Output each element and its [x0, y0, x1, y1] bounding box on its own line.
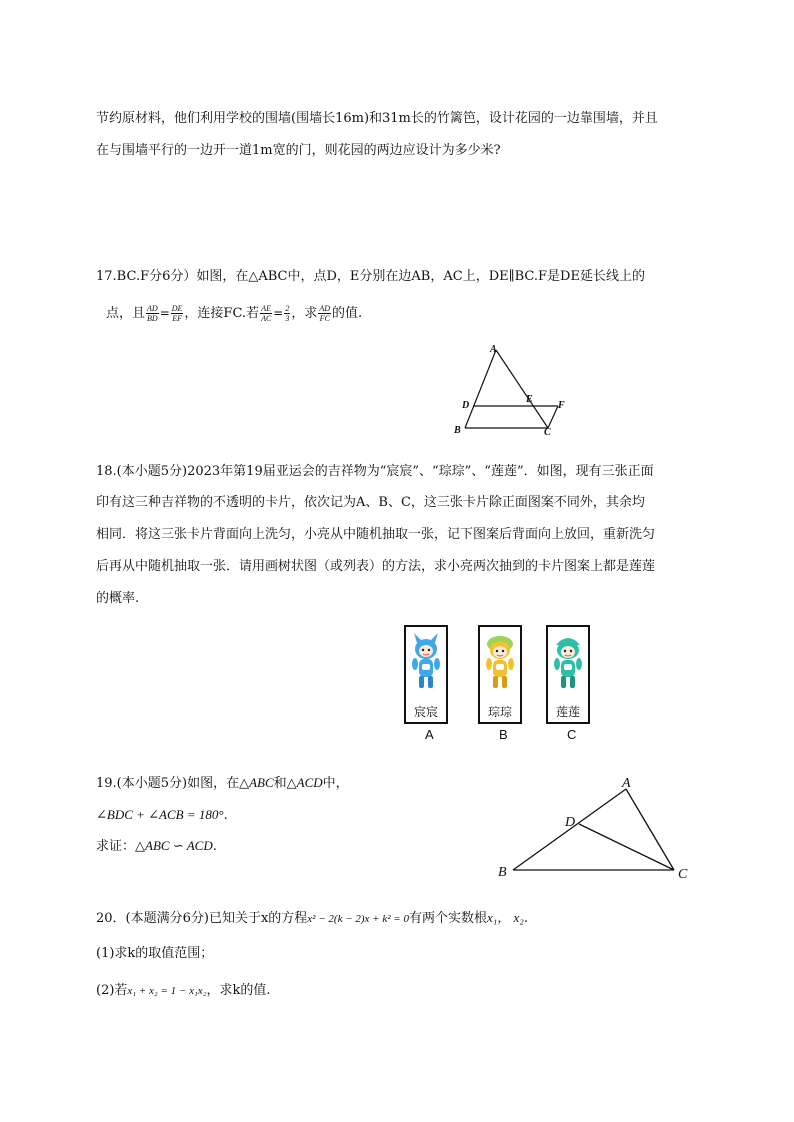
q17-text-c: ，求 — [291, 306, 318, 321]
label-B: B — [498, 865, 507, 880]
label-A: A — [622, 776, 631, 791]
q20-part2-a: (2)若 — [96, 983, 128, 998]
mascot-card-c — [546, 625, 590, 724]
mascot-name-lianlian: 莲莲 — [555, 705, 580, 719]
q18-text-line4: 后再从中随机抽取一张．请用画树状图（或列表）的方法，求小亮两次抽到的卡片图案上都是莲莲 — [96, 559, 656, 574]
q18-text-line3: 相同．将这三张卡片背面向上洗匀，小亮从中随机抽取一张，记下图案后背面向上放回，重新洗匀 — [96, 527, 656, 542]
q19-text-a: 19.(本小题5分)如图，在 — [96, 776, 240, 791]
angle-equation: ∠BDC + ∠ACB = 180° — [96, 807, 224, 822]
q20-part2-b: ，求k的值. — [206, 983, 271, 998]
fraction-ae-ac: $\frac{AE}{AC}$ — [261, 304, 272, 323]
q20-text-b: 有两个实数根 — [408, 911, 487, 926]
period: . — [223, 808, 228, 823]
q20-part2 — [96, 982, 271, 1000]
q18-text-line2: 印有这三种吉祥物的不透明的卡片，依次记为A、B、C，这三张卡片除正面图案不同外，其余均 — [96, 495, 645, 510]
mascot-card-a — [404, 625, 448, 724]
fraction-ad-fc: $\frac{AD}{FC}$ — [319, 304, 331, 323]
label-C: C — [544, 427, 551, 438]
q20-part1: (1)求k的取值范围； — [96, 946, 214, 961]
label-D: D — [565, 815, 576, 830]
quadratic-equation: x² − 2(k − 2)x + k² = 0 — [307, 913, 409, 925]
q16-text-line2: 在与围墙平行的一边开一道1m宽的门，则花园的两边应设计为多少米? — [96, 143, 501, 158]
prove-label: 求证： — [96, 839, 136, 854]
q17-triangle-figure — [440, 340, 580, 440]
q17-text-line1: 17.BC.F分6分）如图，在△ABC中，点D，E分别在边AB，AC上，DE∥BC.F是DE延长线上的 — [96, 269, 645, 284]
card-letter-a: A — [425, 727, 434, 742]
q16-text-line1: 节约原材料，他们利用学校的围墙(围墙长16m)和31m长的竹篱笆，设计花园的一边靠围墙，并且 — [96, 111, 658, 126]
mascot-card-b — [478, 625, 522, 724]
mascot-name-chenchen: 宸宸 — [413, 705, 438, 719]
q17-text-d: 的值. — [332, 306, 363, 321]
q19-text-c: 中， — [322, 776, 349, 791]
q20-text-line1 — [96, 909, 528, 928]
q17-text-a: 点，且 — [106, 306, 146, 321]
mascot-congcong-image — [482, 631, 518, 697]
q17-text-b: ，连接FC.若 — [184, 306, 260, 321]
fraction-de-ef: $\frac{DE}{EF}$ — [171, 304, 183, 323]
equals-sign-2: = — [273, 306, 284, 320]
fraction-2-3: $\frac{2}{3}$ — [285, 304, 290, 323]
q19-text-line1 — [96, 774, 349, 793]
label-C: C — [678, 867, 688, 882]
label-E: E — [526, 394, 533, 405]
equals-sign: = — [159, 306, 170, 320]
q17-text-line2 — [106, 304, 362, 323]
q18-text-line1: 18.(本小题5分)2023年第19届亚运会的吉祥物为“宸宸”、“琮琮”、“莲莲”．如图，现有三张正面 — [96, 464, 654, 479]
card-letter-b: B — [499, 727, 508, 742]
period-3: . — [523, 911, 528, 926]
q19-text-line3 — [96, 837, 217, 856]
q19-triangle-figure — [494, 774, 704, 886]
q19-text-b: 和 — [273, 776, 287, 791]
label-B: B — [454, 425, 461, 436]
fraction-ad-bd: $\frac{AD}{BD}$ — [147, 304, 158, 323]
q19-text-line2 — [96, 806, 228, 825]
similarity-statement: △ABC ∽ ACD — [135, 838, 213, 853]
triangle-abc: △ABC — [239, 775, 274, 790]
label-D: D — [462, 400, 470, 411]
card-letter-c: C — [567, 727, 577, 742]
mascot-chenchen-image — [408, 631, 444, 697]
label-A: A — [490, 344, 497, 355]
label-F: F — [558, 400, 565, 411]
q18-text-line5: 的概率. — [96, 591, 140, 606]
period-2: . — [212, 839, 217, 854]
roots-x1-x2: x₁， x₂ — [486, 910, 524, 925]
mascot-lianlian-image — [550, 631, 586, 697]
mascot-name-congcong: 琮琮 — [487, 705, 512, 719]
triangle-acd: △ACD — [286, 775, 323, 790]
q20-text-a: 20．(本题满分6分)已知关于x的方程 — [96, 911, 308, 926]
roots-condition-equation: x₁ + x₂ = 1 − x₁x₂ — [127, 985, 207, 997]
